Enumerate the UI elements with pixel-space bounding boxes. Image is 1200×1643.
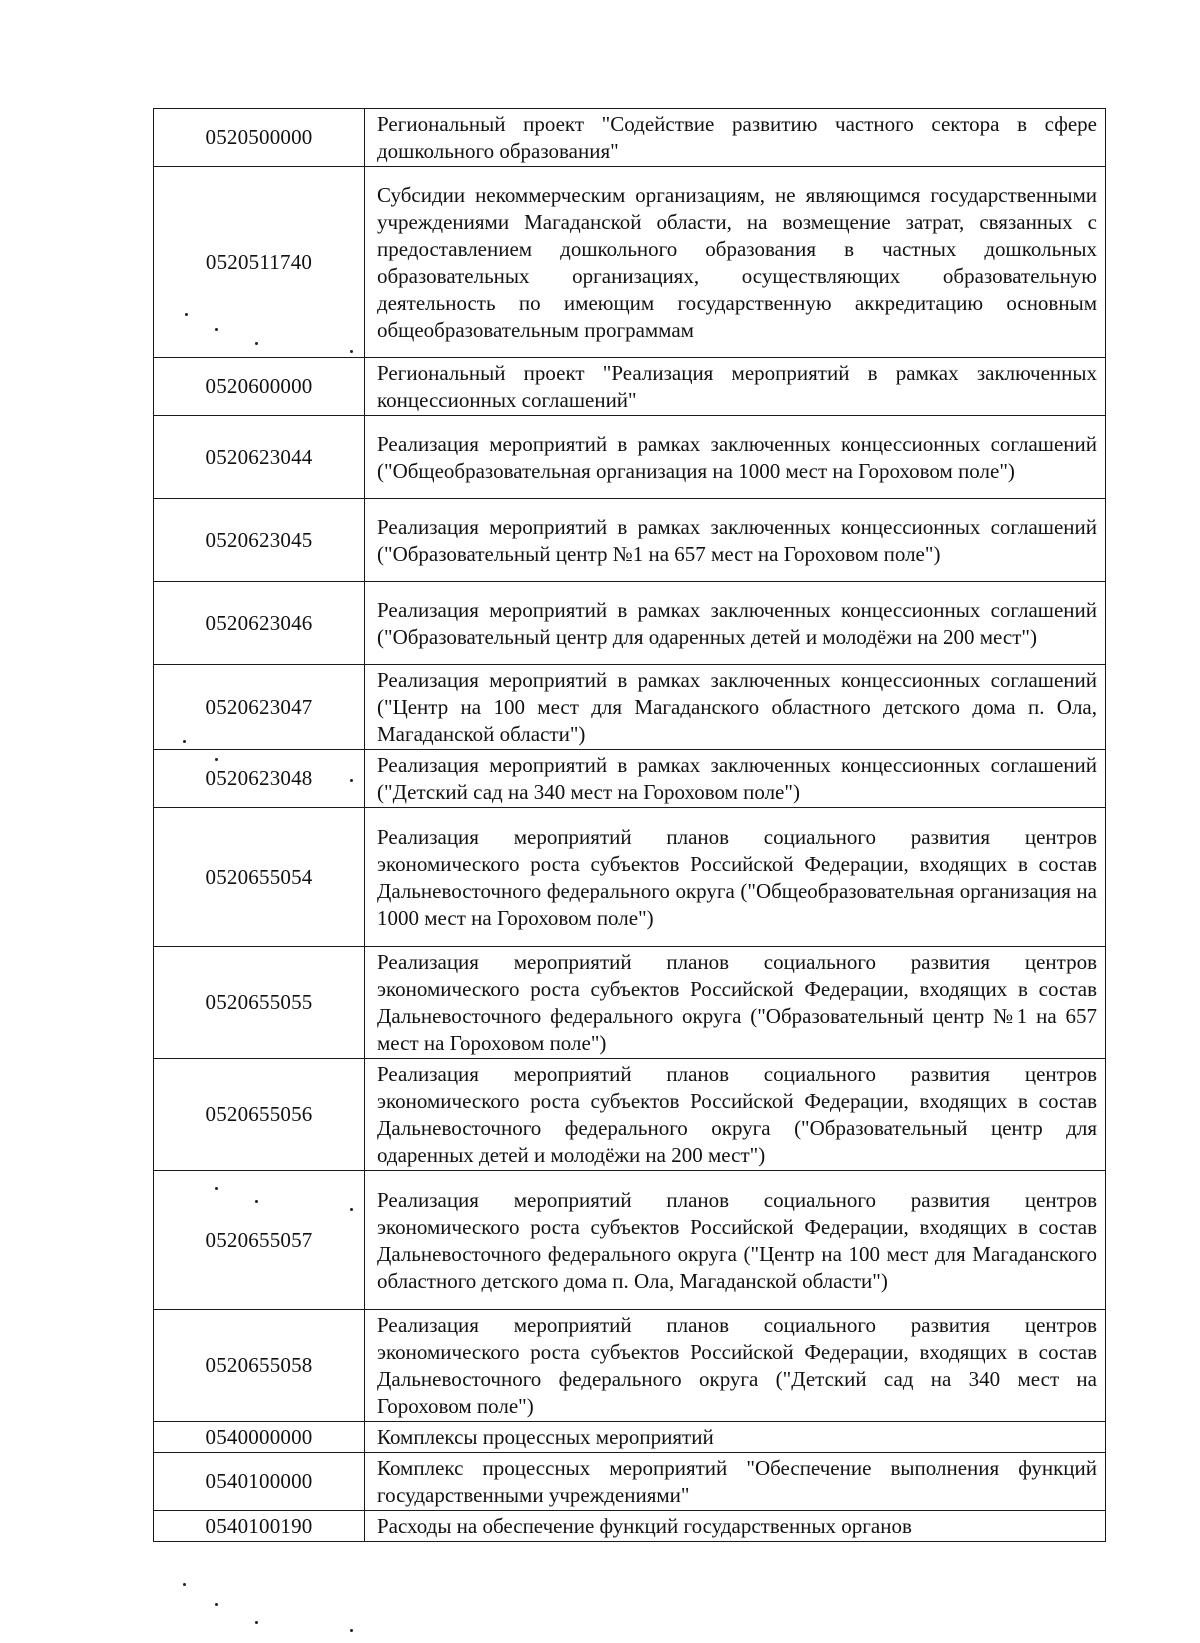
row-description: Реализация мероприятий в рамках заключенных концессионных соглашений ("Образовательный центр №1 на 657 мест на Гороховом поле") — [365, 499, 1106, 582]
table-row — [154, 1171, 1106, 1310]
table-row — [154, 1453, 1106, 1511]
row-description: Реализация мероприятий в рамках заключенных концессионных соглашений ("Детский сад на 340 мест на Гороховом поле") — [365, 750, 1106, 808]
row-description: Реализация мероприятий планов социального развития центров экономического роста субъектов Российской Федерации, входящих в состав Дальневосточного федерального округа ("Центр на 100 мест для Магаданского областного детского дома п. Ола, Магаданской области") — [365, 1171, 1106, 1310]
row-code: 0520655055 — [154, 947, 365, 1059]
row-code: 0540100000 — [154, 1453, 365, 1511]
row-code: 0520623046 — [154, 582, 365, 665]
budget-classification-table — [153, 108, 1106, 1542]
table-body — [154, 109, 1106, 1542]
scan-speck — [215, 1603, 218, 1606]
row-description: Реализация мероприятий в рамках заключенных концессионных соглашений ("Образовательный центр для одаренных детей и молодёжи на 200 мест") — [365, 582, 1106, 665]
table-row — [154, 750, 1106, 808]
scan-speck — [215, 1187, 218, 1190]
scan-speck — [215, 328, 218, 331]
row-description: Комплексы процессных мероприятий — [365, 1422, 1106, 1453]
table-row — [154, 665, 1106, 750]
row-code: 0520623048 — [154, 750, 365, 808]
row-code: 0520600000 — [154, 358, 365, 416]
row-description: Реализация мероприятий в рамках заключенных концессионных соглашений ("Общеобразовательная организация на 1000 мест на Гороховом поле") — [365, 416, 1106, 499]
table-row — [154, 1422, 1106, 1453]
table-row — [154, 109, 1106, 167]
table-row — [154, 499, 1106, 582]
scan-speck — [215, 758, 218, 761]
table-row — [154, 808, 1106, 947]
scan-speck — [183, 740, 186, 743]
row-description: Региональный проект "Реализация мероприятий в рамках заключенных концессионных соглашений" — [365, 358, 1106, 416]
row-code: 0520623047 — [154, 665, 365, 750]
table-row — [154, 1059, 1106, 1171]
row-code: 0520500000 — [154, 109, 365, 167]
row-description: Реализация мероприятий планов социального развития центров экономического роста субъектов Российской Федерации, входящих в состав Дальневосточного федерального округа ("Общеобразовательная организация на 1000 мест на Гороховом поле") — [365, 808, 1106, 947]
scan-speck — [255, 1621, 258, 1624]
scan-speck — [350, 779, 353, 782]
row-description: Реализация мероприятий в рамках заключенных концессионных соглашений ("Центр на 100 мест для Магаданского областного детского дома п. Ола, Магаданской области") — [365, 665, 1106, 750]
row-code: 0520655057 — [154, 1171, 365, 1310]
row-code: 0540000000 — [154, 1422, 365, 1453]
row-code: 0520623045 — [154, 499, 365, 582]
table-row — [154, 1511, 1106, 1542]
row-code: 0540100190 — [154, 1511, 365, 1542]
row-description: Реализация мероприятий планов социального развития центров экономического роста субъектов Российской Федерации, входящих в состав Дальневосточного федерального округа ("Детский сад на 340 мест на Гороховом поле") — [365, 1310, 1106, 1422]
row-description: Региональный проект "Содействие развитию частного сектора в сфере дошкольного образования" — [365, 109, 1106, 167]
row-code: 0520623044 — [154, 416, 365, 499]
row-description: Реализация мероприятий планов социального развития центров экономического роста субъектов Российской Федерации, входящих в состав Дальневосточного федерального округа ("Образовательный центр для одаренных детей и молодёжи на 200 мест") — [365, 1059, 1106, 1171]
table-row — [154, 1310, 1106, 1422]
row-description: Реализация мероприятий планов социального развития центров экономического роста субъектов Российской Федерации, входящих в состав Дальневосточного федерального округа ("Образовательный центр №1 на 657 мест на Гороховом поле") — [365, 947, 1106, 1059]
scan-speck — [350, 350, 353, 353]
row-description: Субсидии некоммерческим организациям, не являющимся государственными учреждениями Магаданской области, на возмещение затрат, связанных с предоставлением дошкольного образования в частных дошкольных образовательных организациях, осуществляющих образовательную деятельность по имеющим государственную аккредитацию основным общеобразовательным программам — [365, 167, 1106, 358]
scan-speck — [350, 1208, 353, 1211]
table-row — [154, 947, 1106, 1059]
row-code: 0520655058 — [154, 1310, 365, 1422]
row-code: 0520655056 — [154, 1059, 365, 1171]
row-code: 0520511740 — [154, 167, 365, 358]
scan-speck — [350, 1629, 353, 1632]
table-row — [154, 416, 1106, 499]
scan-speck — [185, 313, 188, 316]
row-description: Комплекс процессных мероприятий "Обеспечение выполнения функций государственными учреждениями" — [365, 1453, 1106, 1511]
table-row — [154, 582, 1106, 665]
row-code: 0520655054 — [154, 808, 365, 947]
table-row — [154, 358, 1106, 416]
scan-speck — [183, 1583, 186, 1586]
row-description: Расходы на обеспечение функций государственных органов — [365, 1511, 1106, 1542]
scan-speck — [255, 342, 258, 345]
scan-speck — [255, 1200, 258, 1203]
table-row — [154, 167, 1106, 358]
